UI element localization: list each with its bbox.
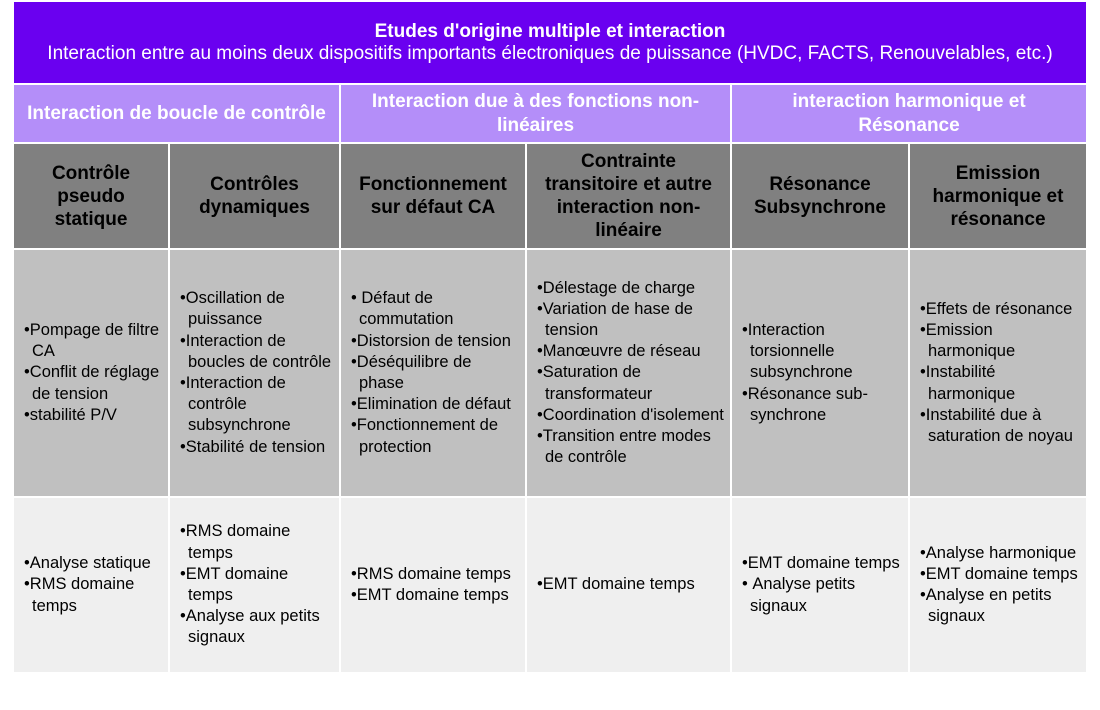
list-item: • Analyse harmonique <box>920 543 1080 564</box>
phenomena-cell <box>14 250 170 496</box>
list-item: • Déséquilibre de phase <box>351 352 519 394</box>
list-item: • Interaction de contrôle subsynchrone <box>180 373 333 437</box>
header-row <box>14 144 1086 250</box>
bullet-list <box>14 320 168 426</box>
bullet-list <box>910 299 1086 447</box>
phenomena-cell <box>341 250 527 496</box>
bullet-list <box>910 543 1086 628</box>
list-item: • EMT domaine temps <box>537 574 695 595</box>
list-item: • Analyse petits signaux <box>742 574 902 616</box>
list-item: • Conflit de réglage de tension <box>24 362 162 404</box>
methods-cell <box>170 498 341 672</box>
bullet-list <box>732 553 908 617</box>
phenomena-cell <box>910 250 1086 496</box>
list-item: • Analyse en petits signaux <box>920 585 1080 627</box>
list-item: • Instabilité due à saturation de noyau <box>920 405 1080 447</box>
list-item: • Emission harmonique <box>920 320 1080 362</box>
list-item: • RMS domaine temps <box>180 521 333 563</box>
list-item: • Analyse aux petits signaux <box>180 606 333 648</box>
phenomena-cell <box>527 250 732 496</box>
list-item: • Pompage de filtre CA <box>24 320 162 362</box>
column-header: Contrainte transitoire et autre interaction non-linéaire <box>527 144 732 248</box>
list-item: • RMS domaine temps <box>24 574 162 616</box>
bullet-list <box>527 574 701 595</box>
bullet-list <box>170 521 339 648</box>
list-item: • Manœuvre de réseau <box>537 341 724 362</box>
column-header: Contrôles dynamiques <box>170 144 341 248</box>
list-item: • Oscillation de puissance <box>180 288 333 330</box>
list-item: • EMT domaine temps <box>180 564 333 606</box>
methods-cell <box>527 498 732 672</box>
column-header: Emission harmonique et résonance <box>910 144 1086 248</box>
methods-cell <box>732 498 910 672</box>
bullet-list <box>170 288 339 458</box>
column-header: Résonance Subsynchrone <box>732 144 910 248</box>
list-item: • RMS domaine temps <box>351 564 511 585</box>
study-table <box>14 2 1086 672</box>
list-item: • Interaction de boucles de contrôle <box>180 331 333 373</box>
phenomena-row <box>14 250 1086 498</box>
column-header: Contrôle pseudo statique <box>14 144 170 248</box>
list-item: • Saturation de transformateur <box>537 362 724 404</box>
list-item: • Fonctionnement de protection <box>351 415 519 457</box>
category-row <box>14 85 1086 144</box>
methods-cell <box>910 498 1086 672</box>
bullet-list <box>527 278 730 469</box>
title-cell <box>14 2 1086 83</box>
list-item: • Analyse statique <box>24 553 162 574</box>
methods-cell <box>14 498 170 672</box>
table-subtitle: Interaction entre au moins deux dispositifs importants électroniques de puissance (HVDC, FACTS, Renouvelables, etc.) <box>47 42 1053 64</box>
list-item: • Délestage de charge <box>537 278 724 299</box>
list-item: • Distorsion de tension <box>351 331 519 352</box>
table-title: Etudes d'origine multiple et interaction <box>374 20 726 42</box>
bullet-list <box>341 288 525 458</box>
methods-cell <box>341 498 527 672</box>
list-item: • EMT domaine temps <box>351 585 511 606</box>
title-row <box>14 2 1086 85</box>
list-item: • EMT domaine temps <box>920 564 1080 585</box>
category-control-loop: Interaction de boucle de contrôle <box>14 85 341 142</box>
methods-row <box>14 498 1086 672</box>
category-harmonic: interaction harmonique et Résonance <box>732 85 1086 142</box>
list-item: • Variation de hase de tension <box>537 299 724 341</box>
list-item: • Coordination d'isolement <box>537 405 724 426</box>
list-item: • Effets de résonance <box>920 299 1080 320</box>
bullet-list <box>14 553 168 617</box>
list-item: • EMT domaine temps <box>742 553 902 574</box>
list-item: • Elimination de défaut <box>351 394 519 415</box>
list-item: • Stabilité de tension <box>180 437 333 458</box>
bullet-list <box>732 320 908 426</box>
list-item: • Interaction torsionnelle subsynchrone <box>742 320 902 384</box>
bullet-list <box>341 564 517 606</box>
phenomena-cell <box>170 250 341 496</box>
list-item: • Transition entre modes de contrôle <box>537 426 724 468</box>
phenomena-cell <box>732 250 910 496</box>
list-item: • Défaut de commutation <box>351 288 519 330</box>
category-nonlinear: Interaction due à des fonctions non-linéaires <box>341 85 732 142</box>
list-item: • Résonance sub-synchrone <box>742 384 902 426</box>
list-item: • stabilité P/V <box>24 405 162 426</box>
column-header: Fonctionnement sur défaut CA <box>341 144 527 248</box>
list-item: • Instabilité harmonique <box>920 362 1080 404</box>
